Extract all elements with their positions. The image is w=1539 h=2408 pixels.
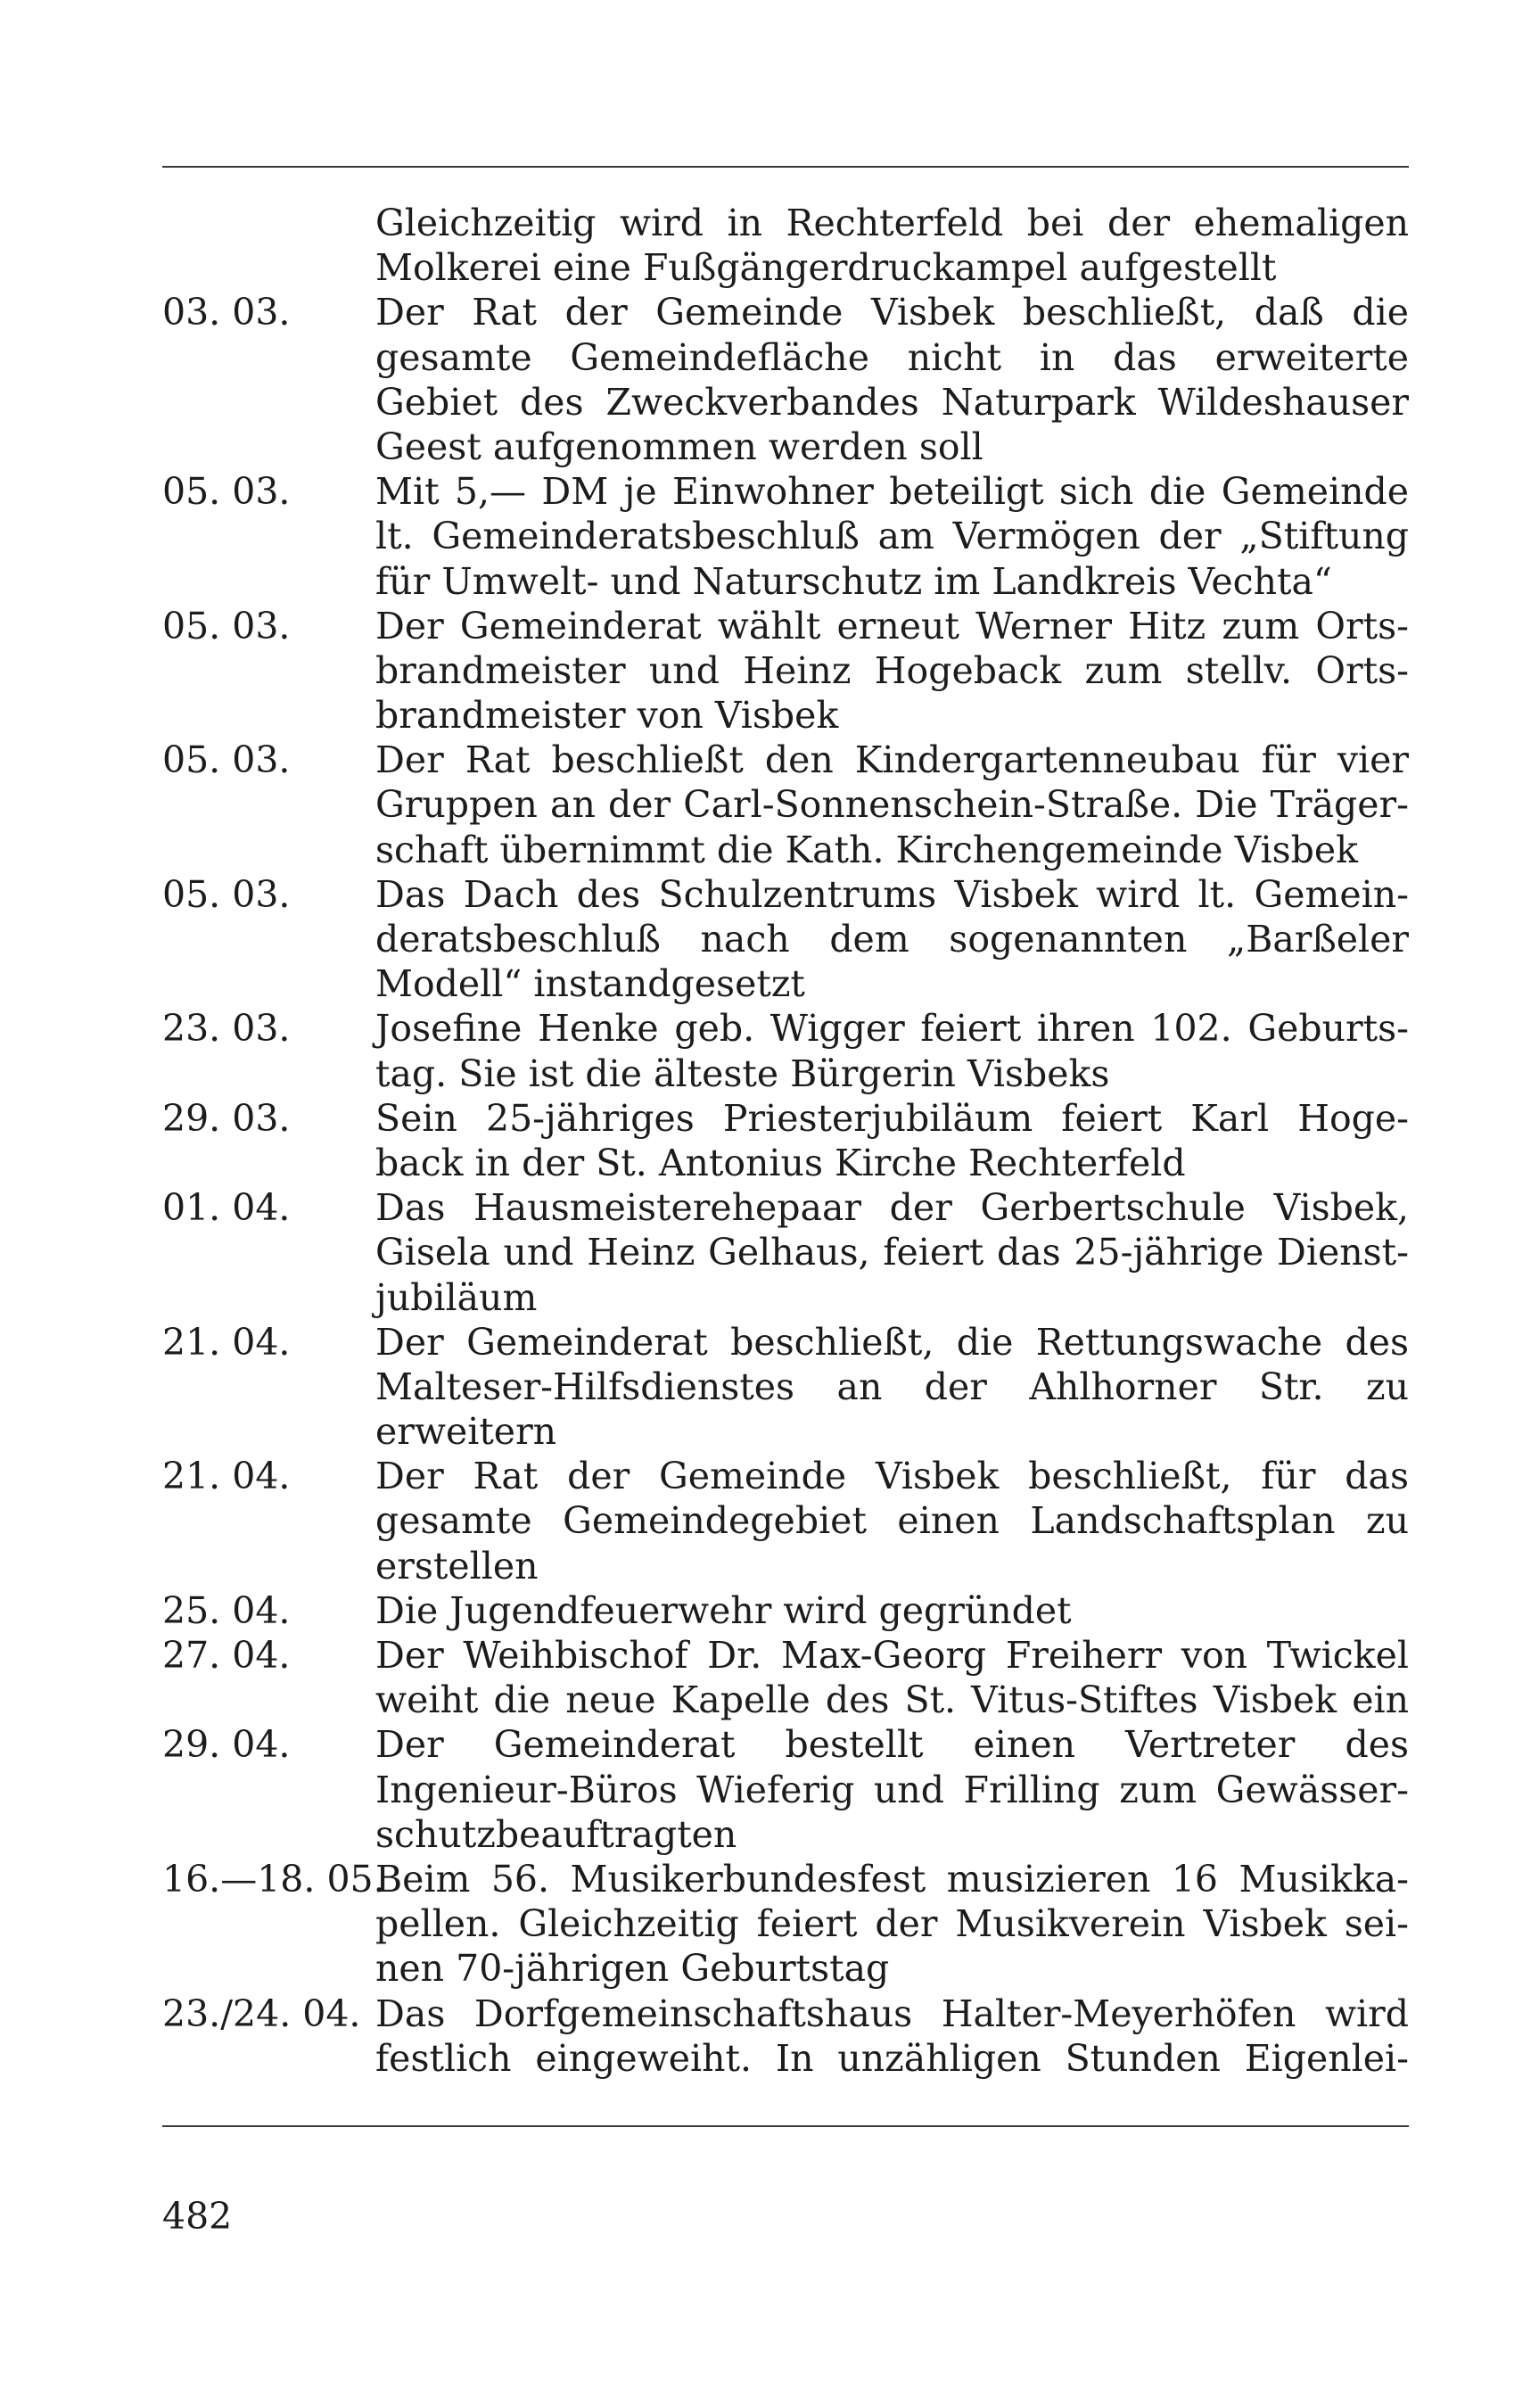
chronicle-line	[162, 425, 1409, 469]
entry-date: 23. 03.	[162, 1007, 291, 1051]
chronicle-line	[162, 1588, 1409, 1633]
entry-text: brandmeister und Heinz Hogeback zum stellv. Orts-	[375, 648, 1409, 692]
entry-text: Gruppen an der Carl-Sonnenschein-Straße. Die Träger-	[375, 783, 1409, 827]
chronicle-line	[162, 782, 1409, 827]
entry-date: 05. 03.	[162, 872, 291, 916]
chronicle-line	[162, 1230, 1409, 1274]
chronicle-line	[162, 1633, 1409, 1678]
entry-text: erstellen	[375, 1544, 539, 1587]
entry-text: Der Rat beschließt den Kindergartenneubau für vier	[375, 738, 1409, 782]
entry-text: festlich eingeweiht. In unzähligen Stunden Eigenlei-	[375, 2036, 1409, 2080]
chronicle-line	[162, 1544, 1409, 1588]
chronicle-line	[162, 514, 1409, 558]
chronicle-line	[162, 1365, 1409, 1409]
entry-text: Das Hausmeisterehepaar der Gerbertschule Visbek,	[375, 1186, 1409, 1230]
entry-text: für Umwelt- und Naturschutz im Landkreis Vechta“	[375, 559, 1332, 603]
entry-date: 27. 04.	[162, 1634, 291, 1677]
top-rule	[162, 166, 1409, 168]
entry-text: schaft übernimmt die Kath. Kirchengemeinde Visbek	[375, 828, 1358, 871]
chronicle-line	[162, 1275, 1409, 1320]
chronicle-line	[162, 1051, 1409, 1096]
entry-text: Der Weihbischof Dr. Max-Georg Freiherr von Twickel	[375, 1634, 1409, 1677]
chronicle-line	[162, 1678, 1409, 1722]
chronicle-line	[162, 335, 1409, 380]
entry-text: Gebiet des Zweckverbandes Naturpark Wildeshauser	[375, 380, 1409, 424]
entry-text: Der Rat der Gemeinde Visbek beschließt, für das	[375, 1455, 1409, 1498]
entry-text: Das Dach des Schulzentrums Visbek wird lt. Gemein-	[375, 872, 1409, 916]
chronicle-line	[162, 290, 1409, 334]
entry-text: Der Gemeinderat beschließt, die Rettungswache des	[375, 1320, 1409, 1364]
entry-text: Molkerei eine Fußgängerdruckampel aufgestellt	[375, 246, 1277, 290]
entry-date: 29. 03.	[162, 1096, 291, 1140]
chronicle-line	[162, 1498, 1409, 1543]
chronicle-line	[162, 1320, 1409, 1365]
chronicle-line	[162, 1006, 1409, 1051]
entry-text: Sein 25-jähriges Priesterjubiläum feiert Karl Hoge-	[375, 1096, 1409, 1140]
entry-text: pellen. Gleichzeitig feiert der Musikverein Visbek sei-	[375, 1902, 1409, 1946]
chronicle-line	[162, 1141, 1409, 1185]
entry-text: Ingenieur-Büros Wieferig und Frilling zum Gewässer-	[375, 1768, 1409, 1811]
chronicle-line	[162, 1992, 1409, 2036]
chronicle-line	[162, 559, 1409, 604]
chronicle-line	[162, 961, 1409, 1006]
chronicle-line	[162, 1768, 1409, 1812]
entry-text: weiht die neue Kapelle des St. Vitus-Stiftes Visbek ein	[375, 1678, 1409, 1722]
chronicle-line	[162, 693, 1409, 738]
entry-text: Gisela und Heinz Gelhaus, feiert das 25-jährige Dienst-	[375, 1231, 1409, 1274]
chronicle-line	[162, 872, 1409, 917]
chronicle-line	[162, 1857, 1409, 1901]
chronicle-line	[162, 1901, 1409, 1946]
chronicle-line	[162, 1454, 1409, 1498]
entry-text: Gleichzeitig wird in Rechterfeld bei der ehemaligen	[375, 202, 1409, 244]
entry-date: 03. 03.	[162, 291, 291, 334]
entry-text: Die Jugendfeuerwehr wird gegründet	[375, 1588, 1072, 1632]
entry-date: 23./24. 04.	[162, 1992, 361, 2035]
entry-text: lt. Gemeinderatsbeschluß am Vermögen der „Stiftung	[375, 515, 1409, 558]
entry-date: 05. 03.	[162, 738, 291, 782]
entry-date: 01. 04.	[162, 1186, 291, 1230]
entry-date: 29. 04.	[162, 1723, 291, 1767]
entry-text: Mit 5,— DM je Einwohner beteiligt sich die Gemeinde	[375, 470, 1409, 514]
chronicle-line	[162, 469, 1409, 514]
entry-date: 21. 04.	[162, 1455, 291, 1498]
chronicle-line	[162, 648, 1409, 693]
chronicle-line	[162, 1812, 1409, 1857]
entry-text: deratsbeschluß nach dem sogenannten „Barßeler	[375, 918, 1409, 961]
chronicle-line	[162, 1946, 1409, 1991]
entry-text: Josefine Henke geb. Wigger feiert ihren 102. Geburts-	[375, 1007, 1409, 1051]
chronicle-line	[162, 1409, 1409, 1454]
chronicle-line	[162, 245, 1409, 290]
bottom-rule	[162, 2125, 1409, 2127]
chronicle-line	[162, 2036, 1409, 2081]
entry-date: 16.—18. 05.	[162, 1857, 385, 1901]
entry-text: gesamte Gemeindegebiet einen Landschaftsplan zu	[375, 1499, 1409, 1543]
chronicle-line	[162, 1185, 1409, 1230]
entry-text: erweitern	[375, 1410, 557, 1454]
entry-date: 05. 03.	[162, 470, 291, 514]
entry-text: Beim 56. Musikerbundesfest musizieren 16 Musikka-	[375, 1857, 1409, 1901]
chronicle-entries	[162, 201, 1409, 2081]
entry-date: 21. 04.	[162, 1320, 291, 1364]
entry-text: nen 70-jährigen Geburtstag	[375, 1947, 890, 1991]
entry-text: Malteser-Hilfsdienstes an der Ahlhorner Str. zu	[375, 1365, 1409, 1408]
entry-text: jubiläum	[375, 1275, 538, 1319]
chronicle-line	[162, 380, 1409, 425]
entry-date: 25. 04.	[162, 1588, 291, 1632]
entry-text: Modell“ instandgesetzt	[375, 962, 805, 1006]
entry-text: Der Rat der Gemeinde Visbek beschließt, daß die	[375, 291, 1409, 334]
entry-text: Geest aufgenommen werden soll	[375, 425, 983, 468]
entry-text: brandmeister von Visbek	[375, 694, 839, 738]
entry-text: Der Gemeinderat wählt erneut Werner Hitz zum Orts-	[375, 604, 1409, 647]
chronicle-line	[162, 1722, 1409, 1767]
entry-text: schutzbeauftragten	[375, 1812, 737, 1856]
entry-text: gesamte Gemeindefläche nicht in das erweiterte	[375, 335, 1409, 379]
chronicle-line	[162, 828, 1409, 872]
page-number: 482	[162, 2195, 233, 2238]
entry-text: back in der St. Antonius Kirche Rechterfeld	[375, 1141, 1186, 1184]
chronicle-line	[162, 604, 1409, 648]
entry-date: 05. 03.	[162, 604, 291, 647]
chronicle-line	[162, 201, 1409, 245]
chronicle-line	[162, 917, 1409, 961]
entry-text: Der Gemeinderat bestellt einen Vertreter des	[375, 1723, 1409, 1767]
entry-text: tag. Sie ist die älteste Bürgerin Visbeks	[375, 1051, 1110, 1095]
chronicle-line	[162, 1096, 1409, 1141]
chronicle-line	[162, 738, 1409, 782]
entry-text: Das Dorfgemeinschaftshaus Halter-Meyerhöfen wird	[375, 1992, 1409, 2035]
